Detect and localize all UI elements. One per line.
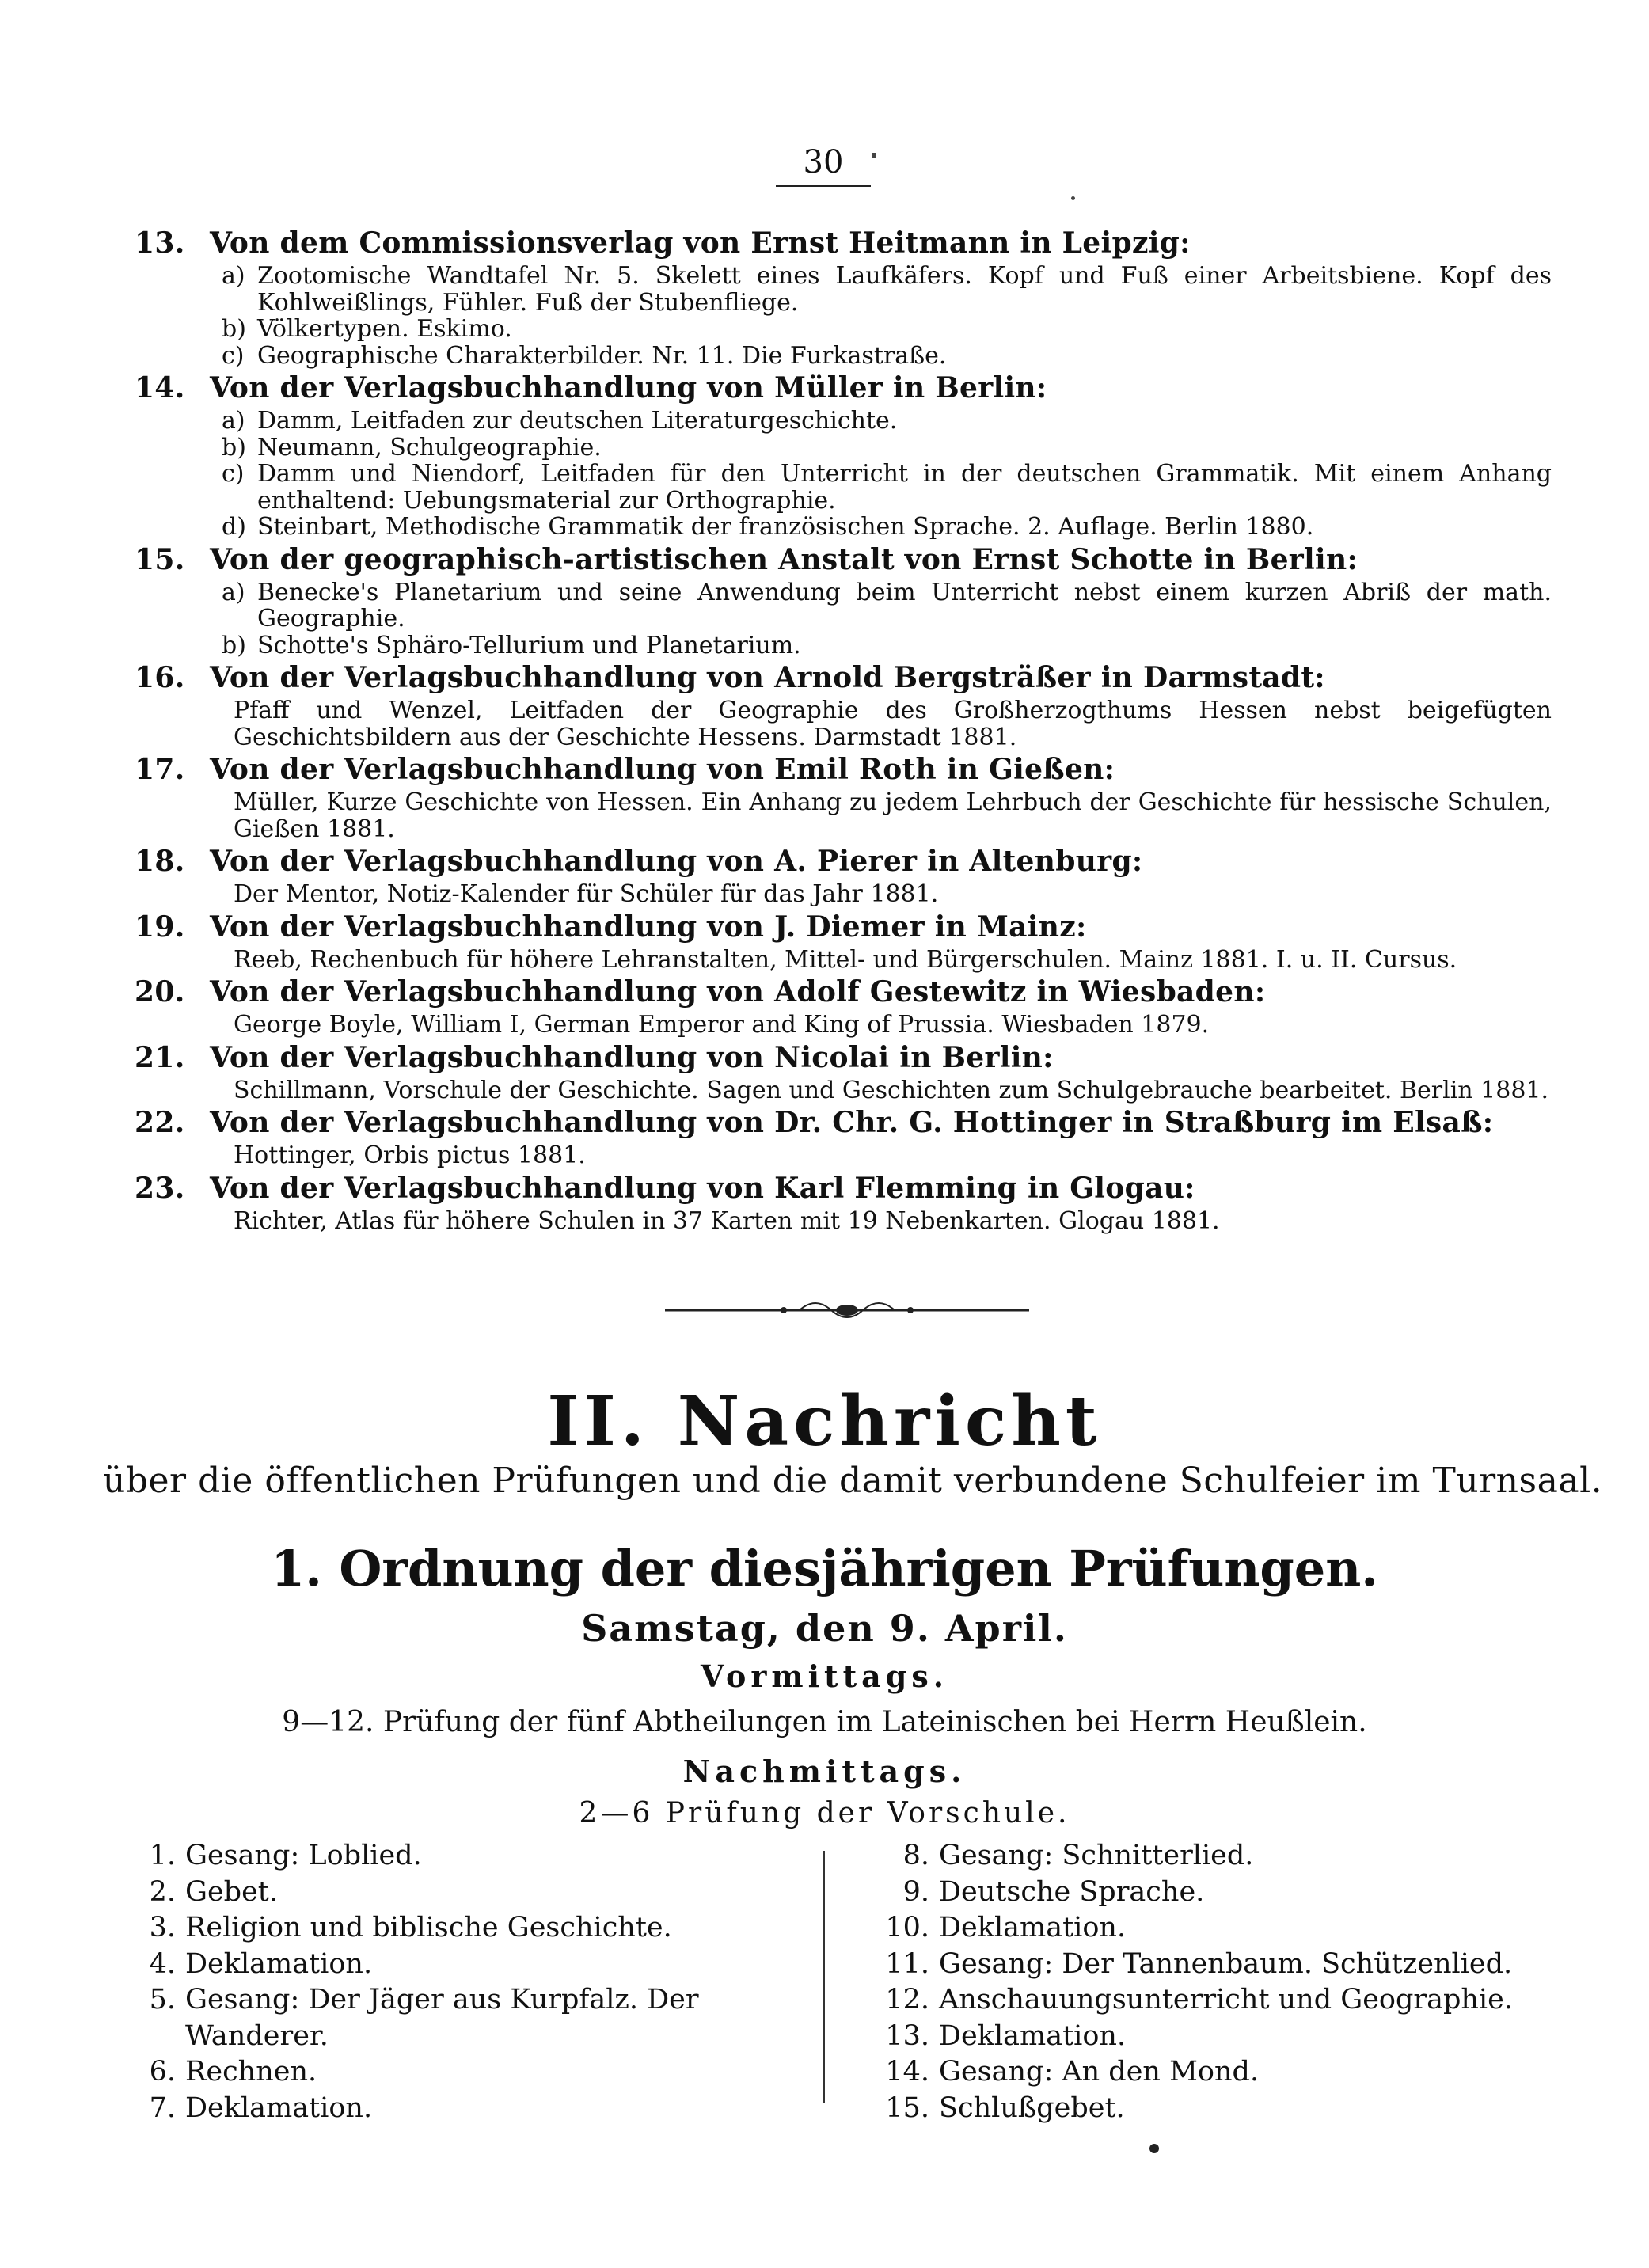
item-text: Der Mentor, Notiz-Kalender für Schüler für das Jahr 1881. xyxy=(234,880,939,908)
entry-heading xyxy=(135,369,1552,408)
entry-number: 23. xyxy=(135,1171,185,1205)
item-text: Damm, Leitfaden zur deutschen Literaturgeschichte. xyxy=(257,407,898,435)
donation-entry xyxy=(135,1169,1552,1235)
entry-item xyxy=(135,633,1552,659)
section-subtitle: über die öffentlichen Prüfungen und die damit verbundene Schulfeier im Turnsaal. xyxy=(103,1461,1603,1501)
item-letter: c) xyxy=(222,460,245,488)
item-text: Zootomische Wandtafel Nr. 5. Skelett eines Laufkäfers. Kopf und Fuß einer Arbeitsbiene. Kopf des Kohlweißlings, Fühler. Fuß der Stubenfliege. xyxy=(257,262,1552,317)
program-left-column xyxy=(125,1838,822,2126)
entry-number: 14. xyxy=(135,371,185,405)
program-item xyxy=(125,2054,822,2091)
program-item-number: 15. xyxy=(885,2091,929,2124)
entry-item xyxy=(135,316,1552,343)
donation-entry xyxy=(135,908,1552,974)
program-item-text: Schlußgebet. xyxy=(939,2091,1125,2124)
entry-item xyxy=(135,514,1552,541)
entry-item xyxy=(135,1077,1552,1104)
entry-item xyxy=(135,881,1552,908)
section-title: II. Nachricht xyxy=(547,1381,1102,1461)
item-text: Schotte's Sphäro-Tellurium und Planetarium. xyxy=(257,631,801,659)
entry-heading xyxy=(135,1104,1552,1142)
program-item xyxy=(879,1982,1575,2019)
entry-item xyxy=(135,947,1552,974)
program-item-number: 10. xyxy=(885,1912,929,1943)
entry-publisher: Von der Verlagsbuchhandlung von A. Pierer in Altenburg: xyxy=(210,845,1143,878)
item-text: Völkertypen. Eskimo. xyxy=(257,315,512,343)
program-item-number: 11. xyxy=(885,1947,929,1980)
entry-item xyxy=(135,1208,1552,1235)
program-item-text: Gesang: Der Jäger aus Kurpfalz. Der Wanderer. xyxy=(185,1984,699,2052)
entry-number: 18. xyxy=(135,845,185,878)
afternoon-heading: Nachmittags. xyxy=(682,1753,967,1789)
entry-item xyxy=(135,343,1552,370)
item-text: George Boyle, William I, German Emperor and King of Prussia. Wiesbaden 1879. xyxy=(234,1011,1210,1039)
program-item-text: Anschauungsunterricht und Geographie. xyxy=(939,1984,1513,2015)
entry-heading xyxy=(135,750,1552,789)
donation-entry xyxy=(135,750,1552,842)
program-item-text: Gesang: Schnitterlied. xyxy=(939,1840,1254,1871)
donation-entry xyxy=(135,659,1552,750)
entry-publisher: Von der Verlagsbuchhandlung von Adolf Gestewitz in Wiesbaden: xyxy=(210,975,1266,1009)
morning-heading: Vormittags. xyxy=(701,1658,948,1694)
entry-number: 15. xyxy=(135,542,185,576)
entry-item xyxy=(135,408,1552,435)
entry-publisher: Von der Verlagsbuchhandlung von Karl Flemming in Glogau: xyxy=(210,1171,1195,1205)
item-text: Pfaff und Wenzel, Leitfaden der Geographie des Großherzogthums Hessen nebst beigefügten Geschichtsbildern aus der Geschichte Hessens. Darmstadt 1881. xyxy=(234,697,1552,751)
program-item xyxy=(125,2091,822,2127)
entry-heading xyxy=(135,842,1552,881)
donation-list xyxy=(135,224,1552,1234)
entry-item xyxy=(135,263,1552,316)
entry-publisher: Von der geographisch-artistischen Anstalt von Ernst Schotte in Berlin: xyxy=(210,542,1358,576)
entry-item xyxy=(135,461,1552,514)
program-item-number: 1. xyxy=(149,1840,176,1871)
donation-entry xyxy=(135,224,1552,369)
program-item-text: Deklamation. xyxy=(939,2019,1127,2052)
item-letter: d) xyxy=(222,513,246,541)
item-letter: a) xyxy=(222,262,245,290)
program-item-number: 9. xyxy=(902,1875,929,1908)
print-speck xyxy=(872,153,876,158)
program-item xyxy=(125,1982,822,2054)
program-item-text: Rechnen. xyxy=(185,2056,317,2088)
item-text: Benecke's Planetarium und seine Anwendung beim Unterricht nebst einem kurzen Abriß der math. Geographie. xyxy=(257,578,1552,633)
entry-number: 16. xyxy=(135,661,185,694)
program-right-column xyxy=(879,1838,1575,2126)
program-item-number: 13. xyxy=(885,2019,929,2052)
page-number: 30 xyxy=(776,144,871,187)
program-item xyxy=(125,1910,822,1947)
donation-entry xyxy=(135,369,1552,541)
entry-heading xyxy=(135,908,1552,947)
item-text: Hottinger, Orbis pictus 1881. xyxy=(234,1142,586,1169)
entry-publisher: Von der Verlagsbuchhandlung von Emil Roth in Gießen: xyxy=(210,753,1115,786)
program-item xyxy=(879,2019,1575,2055)
entry-item xyxy=(135,789,1552,842)
entry-heading xyxy=(135,541,1552,579)
program-item-number: 14. xyxy=(885,2056,929,2088)
program-item-number: 2. xyxy=(149,1875,176,1908)
program-item-number: 5. xyxy=(149,1984,176,2015)
item-text: Müller, Kurze Geschichte von Hessen. Ein Anhang zu jedem Lehrbuch der Geschichte für hessische Schulen, Gießen 1881. xyxy=(234,788,1552,843)
program-item xyxy=(125,1875,822,1911)
program-item-number: 8. xyxy=(902,1840,929,1871)
item-text: Schillmann, Vorschule der Geschichte. Sagen und Geschichten zum Schulgebrauche bearbeitet. Berlin 1881. xyxy=(234,1076,1549,1104)
donation-entry xyxy=(135,973,1552,1039)
item-letter: a) xyxy=(222,578,245,606)
exam-order-heading: 1. Ordnung der diesjährigen Prüfungen. xyxy=(271,1540,1378,1597)
entry-item xyxy=(135,435,1552,462)
program-item xyxy=(125,1838,822,1875)
entry-number: 22. xyxy=(135,1106,185,1139)
entry-number: 19. xyxy=(135,910,185,944)
entry-heading xyxy=(135,973,1552,1012)
entry-number: 17. xyxy=(135,753,185,786)
item-letter: a) xyxy=(222,407,245,435)
exam-day: Samstag, den 9. April. xyxy=(581,1607,1068,1650)
entry-publisher: Von der Verlagsbuchhandlung von Arnold Bergsträßer in Darmstadt: xyxy=(210,661,1325,694)
program-item-text: Deutsche Sprache. xyxy=(939,1875,1205,1908)
program-item xyxy=(879,1947,1575,1983)
program-item-number: 3. xyxy=(149,1912,176,1943)
entry-heading xyxy=(135,224,1552,263)
print-speck xyxy=(1071,196,1075,200)
entry-number: 21. xyxy=(135,1040,185,1074)
program-item-number: 6. xyxy=(149,2056,176,2088)
program-item xyxy=(879,1910,1575,1947)
entry-publisher: Von der Verlagsbuchhandlung von Dr. Chr. G. Hottinger in Straßburg im Elsaß: xyxy=(210,1106,1494,1139)
program-item-text: Deklamation. xyxy=(939,1912,1127,1943)
item-letter: c) xyxy=(222,341,245,370)
entry-item xyxy=(135,1012,1552,1039)
print-dot xyxy=(1149,2144,1159,2153)
item-text: Richter, Atlas für höhere Schulen in 37 Karten mit 19 Nebenkarten. Glogau 1881. xyxy=(234,1206,1220,1235)
program-item-text: Gesang: Der Tannenbaum. Schützenlied. xyxy=(939,1947,1513,1980)
program-item-text: Gesang: Loblied. xyxy=(185,1840,422,1871)
morning-exam-line: 9—12. Prüfung der fünf Abtheilungen im Lateinischen bei Herrn Heußlein. xyxy=(282,1706,1367,1738)
program-item xyxy=(125,1947,822,1983)
program-item-text: Deklamation. xyxy=(185,1947,373,1980)
entry-item xyxy=(135,1142,1552,1169)
entry-publisher: Von der Verlagsbuchhandlung von Müller in Berlin: xyxy=(210,371,1047,405)
item-text: Neumann, Schulgeographie. xyxy=(257,433,602,462)
program-item-text: Gebet. xyxy=(185,1875,278,1908)
program-item xyxy=(879,2091,1575,2127)
entry-heading xyxy=(135,1169,1552,1208)
program-item-text: Religion und biblische Geschichte. xyxy=(185,1912,672,1943)
program-item-text: Deklamation. xyxy=(185,2091,373,2124)
entry-number: 20. xyxy=(135,975,185,1009)
item-text: Geographische Charakterbilder. Nr. 11. Die Furkastraße. xyxy=(257,341,947,370)
entry-item xyxy=(135,697,1552,750)
item-text: Reeb, Rechenbuch für höhere Lehranstalten, Mittel- und Bürgerschulen. Mainz 1881. I. u. II. Cursus. xyxy=(234,945,1457,974)
item-text: Steinbart, Methodische Grammatik der französischen Sprache. 2. Auflage. Berlin 1880. xyxy=(257,513,1314,541)
donation-entry xyxy=(135,1039,1552,1104)
program-item xyxy=(879,1838,1575,1875)
entry-heading xyxy=(135,1039,1552,1077)
afternoon-exam-line: 2—6 Prüfung der Vorschule. xyxy=(579,1797,1070,1829)
donation-entry xyxy=(135,842,1552,908)
entry-publisher: Von der Verlagsbuchhandlung von J. Diemer in Mainz: xyxy=(210,910,1087,944)
entry-heading xyxy=(135,659,1552,697)
program-item-text: Gesang: An den Mond. xyxy=(939,2056,1260,2088)
item-letter: b) xyxy=(222,631,246,659)
item-letter: b) xyxy=(222,315,246,343)
item-text: Damm und Niendorf, Leitfaden für den Unterricht in der deutschen Grammatik. Mit einem Anhang enthaltend: Uebungsmaterial zur Orthographie. xyxy=(257,460,1552,515)
program-item-number: 7. xyxy=(149,2091,176,2124)
column-divider xyxy=(823,1851,825,2103)
ornament-divider xyxy=(665,1294,1029,1326)
item-letter: b) xyxy=(222,433,246,462)
program-item-number: 4. xyxy=(149,1947,176,1980)
program-item-number: 12. xyxy=(885,1984,929,2015)
program-item xyxy=(879,1875,1575,1911)
donation-entry xyxy=(135,541,1552,659)
entry-item xyxy=(135,579,1552,633)
entry-number: 13. xyxy=(135,226,185,260)
program-item xyxy=(879,2054,1575,2091)
entry-publisher: Von dem Commissionsverlag von Ernst Heitmann in Leipzig: xyxy=(210,226,1191,260)
entry-publisher: Von der Verlagsbuchhandlung von Nicolai in Berlin: xyxy=(210,1040,1054,1074)
donation-entry xyxy=(135,1104,1552,1169)
